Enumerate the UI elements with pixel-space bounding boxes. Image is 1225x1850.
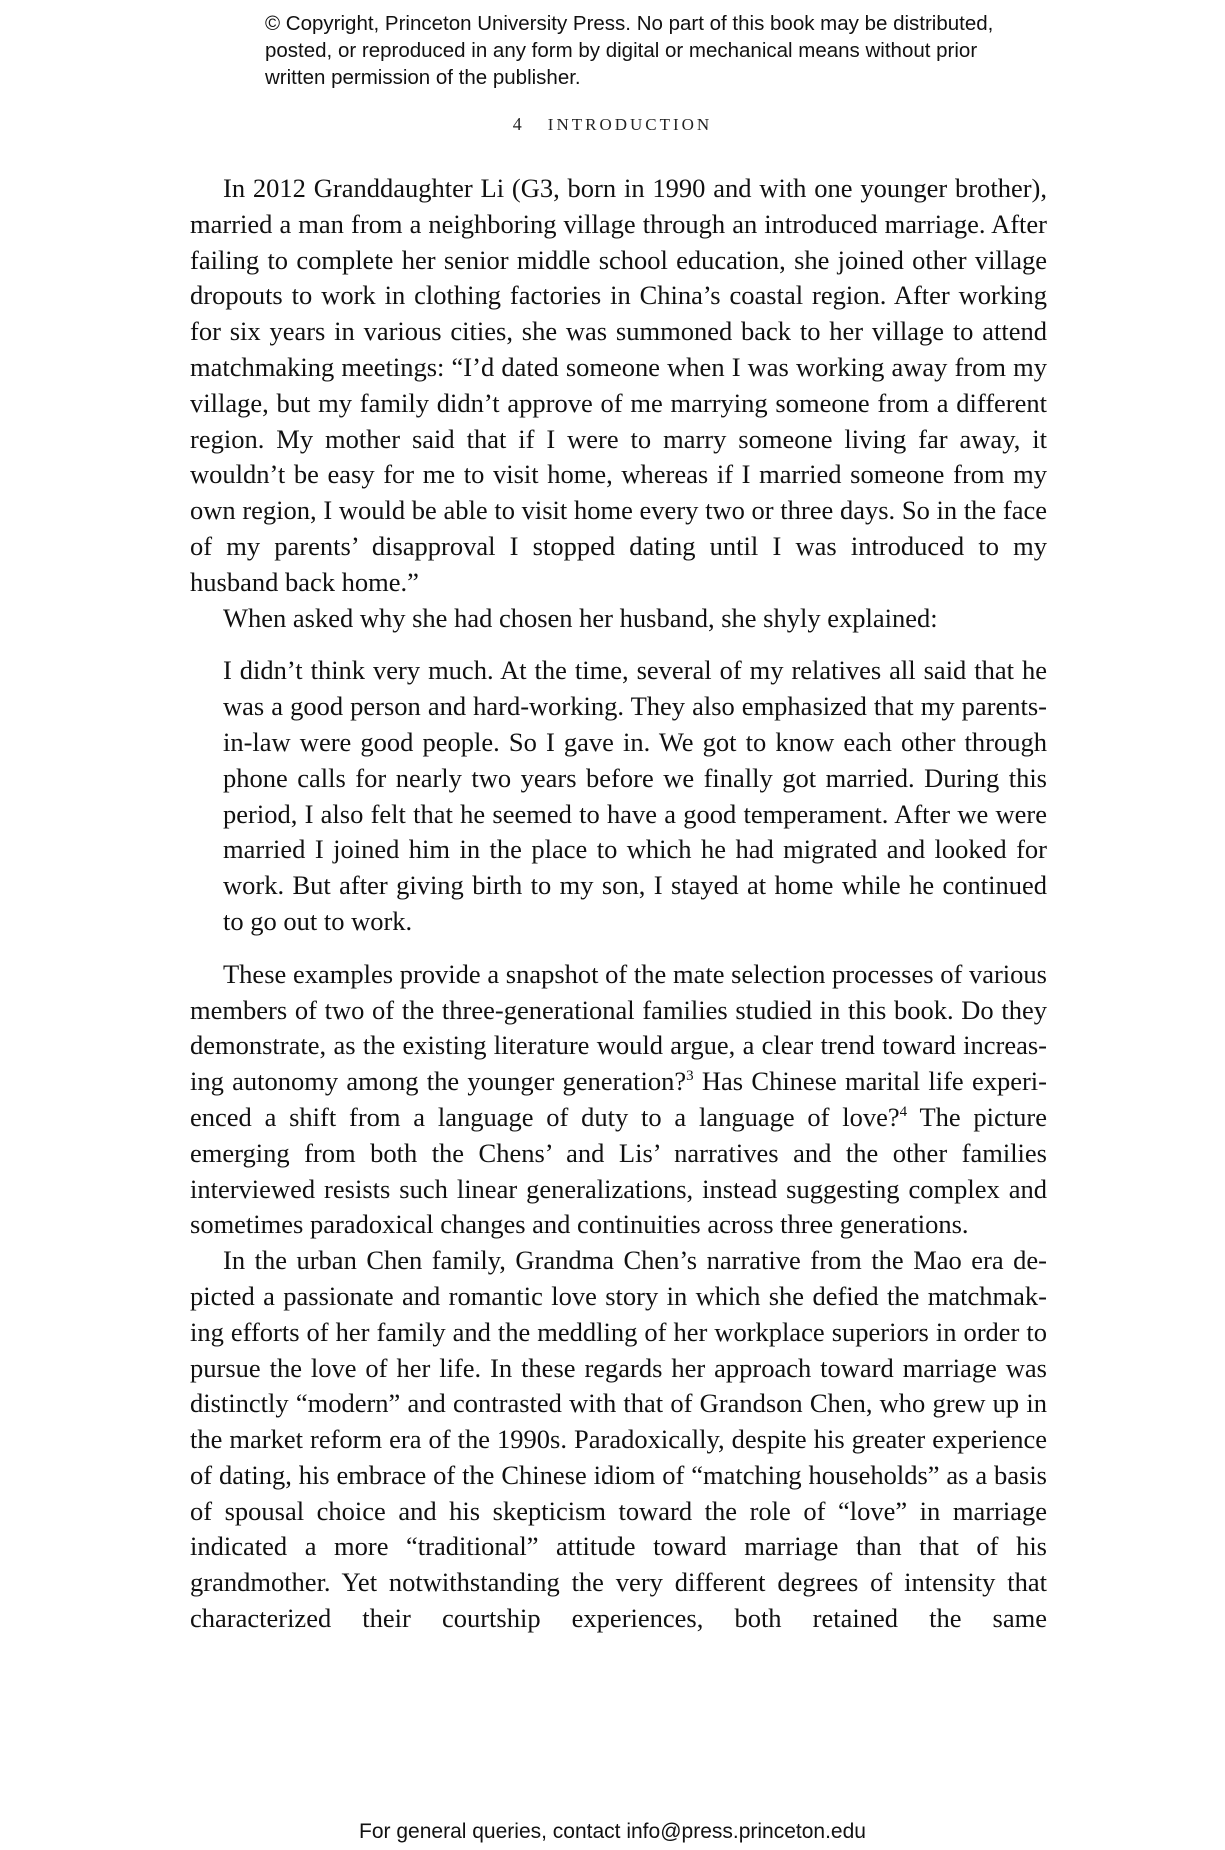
paragraph: When asked why she had chosen her husband, she shyly explained: [223,602,938,633]
block-quote: I didn’t think very much. At the time, several of my relatives all said that he was a good person and hard-working. They also emphasized that my parents-in-law were good people. So I gave in. We got to know each other through phone calls for nearly two years before we finally got married. During this period, I also felt that he seemed to have a good temperament. After we were married I joined him in the place to which he had migrated and looked for work. But after giving birth to my son, I stayed at home while he continued to go out to work. [223,655,1047,936]
section-title: INTRODUCTION [547,115,713,134]
paragraph: In 2012 Granddaughter Li (G3, born in 1990 and with one younger brother), married a man from a neighboring village through an introduced marriage. After failing to complete her senior middle school education, she joined other village dropouts to work in clothing factories in China’s coastal region. After working for six years in various cities, she was summoned back to her village to attend matchmaking meetings: “I’d dated someone when I was working away from my village, but my family didn’t approve of me marrying someone from a different region. My mother said that if I were to marry someone living far away, it wouldn’t be easy for me to visit home, whereas if I married someone from my own region, I would be able to visit home every two or three days. So in the face of my parents’ disapproval I stopped dating until I was introduced to my husband back home.” [190,173,1047,597]
paragraph-text: These examples provide a snapshot of the mate selection processes of various members of two of the three-generational families studied in this book. Do they demonstrate, as the existing literature would argue, a clear trend toward increasing autonomy among the younger generation? [190,958,1047,1097]
copyright-notice: © Copyright, Princeton University Press. No part of this book may be distributed, posted, or reproduced in any form by digital or mechanical means without prior written permission of the publisher. [265,12,994,89]
paragraph: In the urban Chen family, Grandma Chen’s narrative from the Mao era depicted a passionate and romantic love story in which she defied the matchmaking efforts of her family and the meddling of her workplace superiors in order to pursue the love of her life. In these regards her approach toward marriage was distinctly “modern” and contrasted with that of Grandson Chen, who grew up in the market reform era of the 1990s. Paradoxically, despite his greater experience of dating, his embrace of the Chinese idiom of “matching households” as a basis of spousal choice and his skepticism toward the role of “love” in marriage indicated a more “traditional” attitude toward marriage than that of his grandmother. Yet notwithstanding the very different degrees of intensity that characterized their courtship experiences, both retained the same [190,1245,1047,1634]
page-number: 4 [512,114,522,134]
contact-footer: For general queries, contact info@press.princeton.edu [359,1820,866,1843]
running-head [0,114,1225,135]
paragraph [190,957,1047,1243]
footnote-ref-3[interactable]: 3 [686,1068,694,1085]
paragraph-text: The picture emerging from both the Chens’ and Lis’ narratives and the other families interviewed resists such linear generalizations, instead suggesting complex and sometimes paradoxical changes and continuities across three generations. [190,1101,1047,1240]
body-text [190,171,1047,1637]
paragraph-text: Has Chinese marital life experienced a shift from a language of duty to a language of love? [190,1066,1047,1132]
footnote-ref-4[interactable]: 4 [899,1104,908,1121]
